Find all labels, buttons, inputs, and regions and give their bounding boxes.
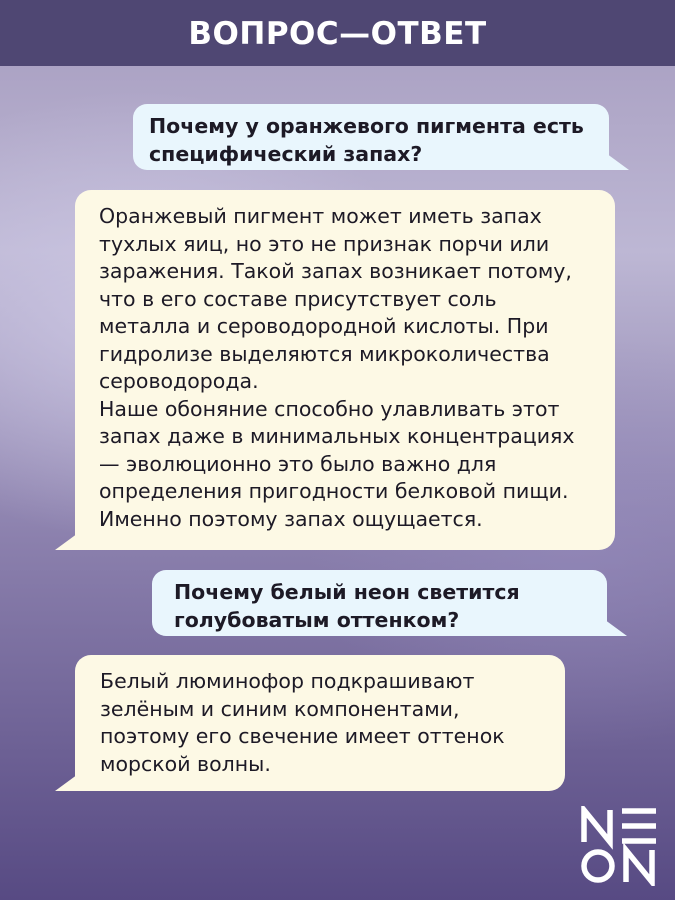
question-text-2: Почему белый неон светится голубоватым оттенком? — [174, 580, 520, 632]
answer-bubble-1 — [75, 190, 615, 550]
question-text-1: Почему у оранжевого пигмента есть специфический запах? — [149, 114, 584, 166]
question-bubble-1 — [133, 104, 609, 170]
question-bubble-2 — [152, 570, 607, 636]
answer-text-2: Белый люминофор подкрашивают зелёным и синим компонентами, поэтому его свечение имеет оттенок морской волны. — [100, 669, 505, 776]
page-title: ВОПРОС—ОТВЕТ — [0, 0, 675, 66]
neon-logo-icon — [580, 806, 660, 886]
answer-text-1-continued: Наше обоняние способно улавливать этот запах даже в минимальных концентрациях — эволюционно это было важно для определения пригодности белковой пищи. Именно поэтому запах ощущается. — [99, 396, 575, 531]
answer-bubble-2 — [75, 655, 565, 791]
answer-text-1: Оранжевый пигмент может иметь запах тухлых яиц, но это не признак порчи или заражения. Такой запах возникает потому, что в его составе присутствует соль металла и сероводородной кислоты. При гидролизе выделяются микроколичества сероводорода. — [99, 204, 572, 393]
